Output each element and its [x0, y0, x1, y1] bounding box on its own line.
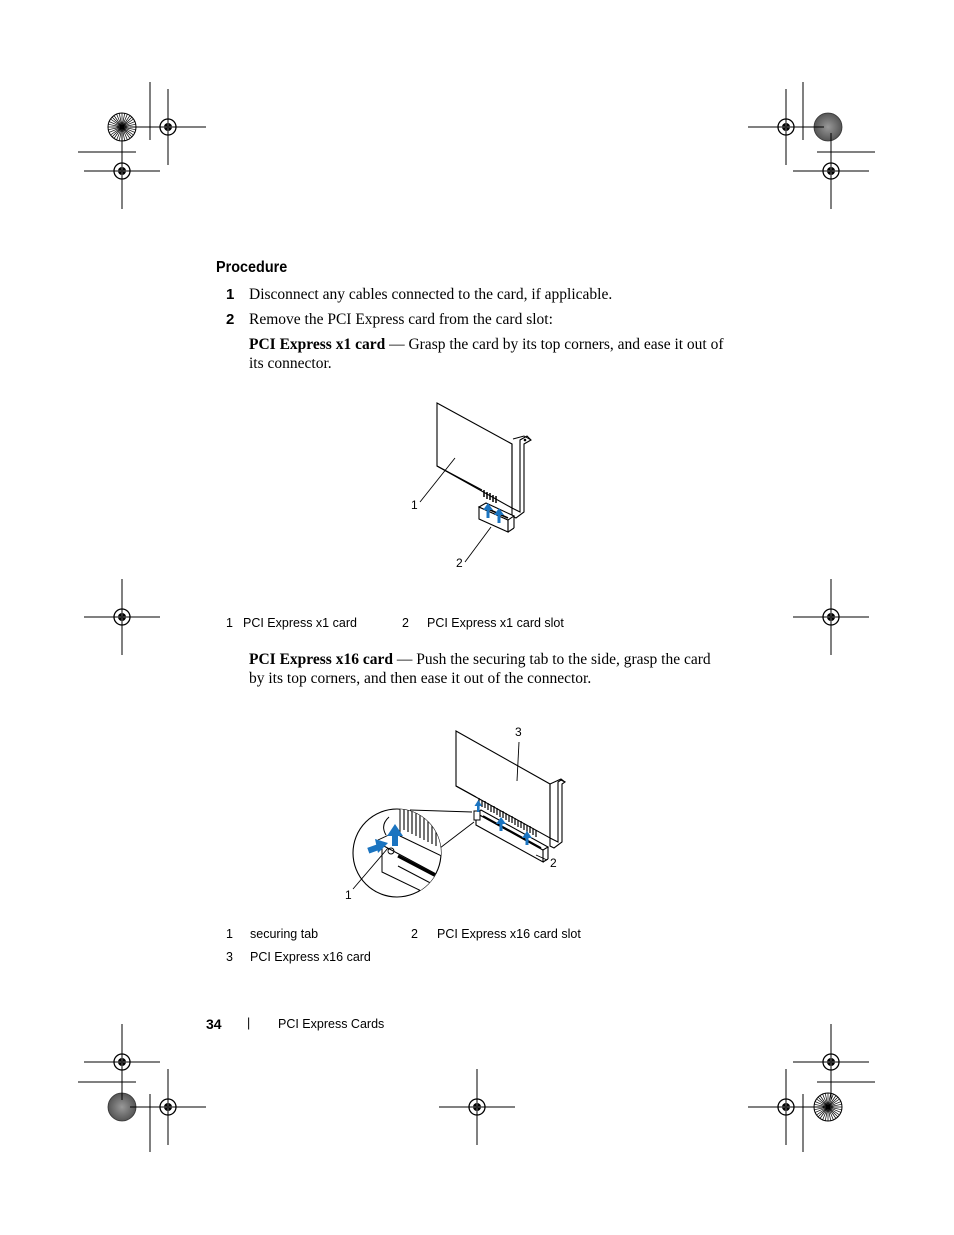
- x16-callout-2: 2: [550, 856, 557, 870]
- x16-legend-2-text: PCI Express x16 card slot: [437, 927, 581, 941]
- x1-legend-1-text: PCI Express x1 card: [243, 616, 357, 630]
- x16-legend-1-text: securing tab: [250, 927, 319, 941]
- x16-callout-3: 3: [515, 725, 522, 739]
- step-1-number: 1: [226, 286, 235, 303]
- x16-legend-1-num: 1: [226, 927, 233, 941]
- x1-callout-1: 1: [411, 498, 418, 512]
- x1-callout-2: 2: [456, 556, 463, 570]
- x1-legend-2-text: PCI Express x1 card slot: [427, 616, 564, 630]
- section-heading: Procedure: [216, 259, 288, 276]
- x16-paragraph-line2: by its top corners, and then ease it out of the connector.: [249, 670, 592, 687]
- footer-separator: |: [247, 1016, 251, 1030]
- step-2-text: Remove the PCI Express card from the card slot:: [249, 311, 553, 328]
- page-number: 34: [206, 1016, 222, 1032]
- x1-paragraph-label: PCI Express x1 card: [249, 336, 386, 353]
- x16-legend-3-num: 3: [226, 950, 233, 964]
- x1-paragraph-line2: its connector.: [249, 355, 332, 372]
- x16-legend-2-num: 2: [411, 927, 418, 941]
- x16-paragraph-line1: — Push the securing tab to the side, grasp the card: [392, 651, 711, 668]
- x16-paragraph-label: PCI Express x16 card: [249, 651, 393, 668]
- footer-chapter: PCI Express Cards: [278, 1017, 385, 1031]
- x1-paragraph-line1: — Grasp the card by its top corners, and ease it out of: [385, 336, 724, 353]
- x16-callout-1: 1: [345, 888, 352, 902]
- x1-legend-2-num: 2: [402, 616, 409, 630]
- x1-legend-1-num: 1: [226, 616, 233, 630]
- x16-legend-3-text: PCI Express x16 card: [250, 950, 371, 964]
- step-1-text: Disconnect any cables connected to the card, if applicable.: [249, 286, 613, 303]
- step-2-number: 2: [226, 311, 235, 328]
